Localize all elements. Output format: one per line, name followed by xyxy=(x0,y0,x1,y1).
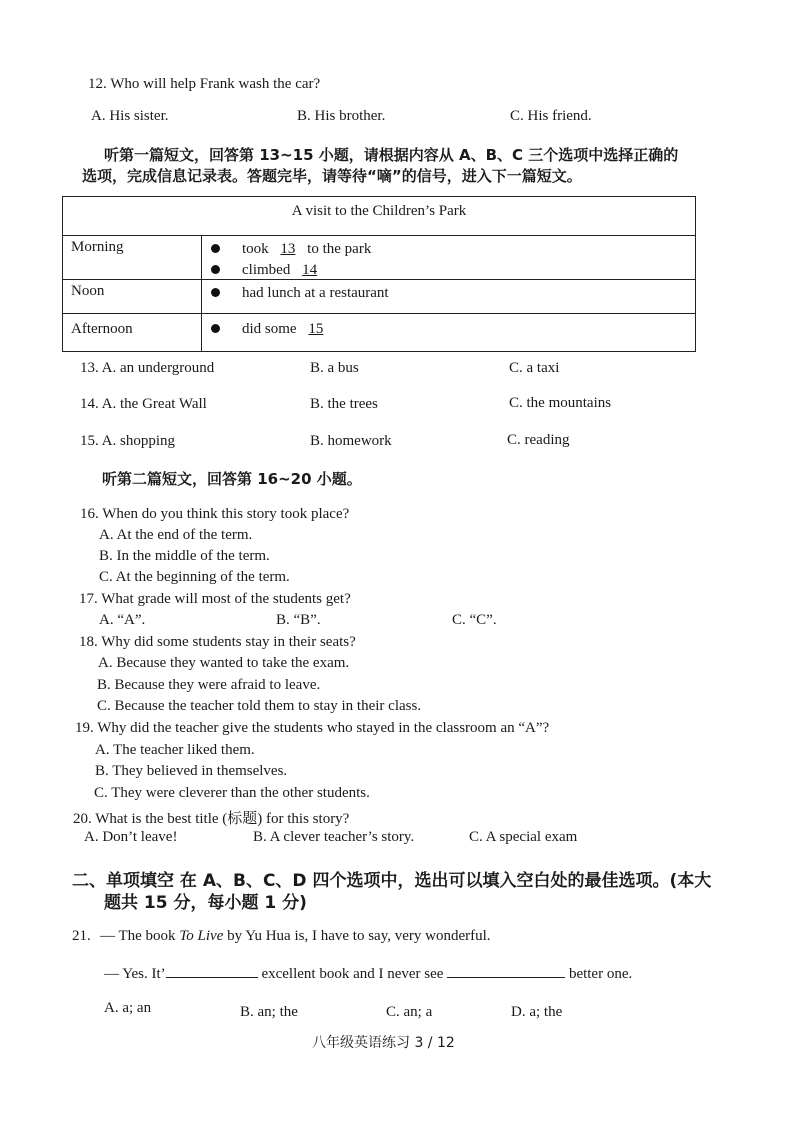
option-19-a: A. The teacher liked them. xyxy=(95,742,255,758)
option-21-b: B. an; the xyxy=(240,1004,298,1020)
option-20-a: A. Don’t leave! xyxy=(84,829,178,845)
option-14-a: 14. A. the Great Wall xyxy=(80,396,207,412)
option-16-c: C. At the beginning of the term. xyxy=(99,569,290,585)
book-title: To Live xyxy=(179,928,224,944)
option-20-c: C. A special exam xyxy=(469,829,578,845)
option-14-c: C. the mountains xyxy=(509,395,612,411)
passage1-instruction-line1: 听第一篇短文，回答第 13~15 小题，请根据内容从 A、B、C 三个选项中选择正确的 xyxy=(104,146,679,164)
option-15-b: B. homework xyxy=(310,433,392,449)
row-afternoon-item-1: did some 15 xyxy=(211,321,331,338)
blank-14: 14 xyxy=(302,262,318,278)
option-13-b: B. a bus xyxy=(310,360,359,376)
row-morning-item-1: took 13 to the park xyxy=(211,241,371,258)
option-15-c: C. reading xyxy=(507,432,570,448)
row-morning-item-2: climbed 14 xyxy=(211,262,325,279)
option-18-c: C. Because the teacher told them to stay in their class. xyxy=(97,698,422,714)
question-16: 16. When do you think this story took place? xyxy=(80,506,350,522)
passage2-instruction: 听第二篇短文，回答第 16~20 小题。 xyxy=(102,470,362,488)
question-19: 19. Why did the teacher give the students who stayed in the classroom an “A”? xyxy=(75,720,550,736)
section2-heading-line1: 二、单项填空 在 A、B、C、D 四个选项中，选出可以填入空白处的最佳选项。(本大 xyxy=(72,871,712,891)
page-footer: 八年级英语练习 3 / 12 xyxy=(312,1035,455,1051)
section2-heading-line2: 题共 15 分，每小题 1 分) xyxy=(104,893,307,913)
question-21: 21. — The book To Live by Yu Hua is, I have to say, very wonderful. xyxy=(72,928,491,944)
blank-15: 15 xyxy=(308,321,324,337)
option-12-b: B. His brother. xyxy=(297,108,386,124)
option-17-b: B. “B”. xyxy=(276,612,321,628)
option-21-d: D. a; the xyxy=(511,1004,563,1020)
passage1-instruction-line2: 选项，完成信息记录表。答题完毕，请等待“嘀”的信号，进入下一篇短文。 xyxy=(82,167,582,185)
option-13-c: C. a taxi xyxy=(509,360,560,376)
option-16-a: A. At the end of the term. xyxy=(99,527,253,543)
row-time-afternoon: Afternoon xyxy=(71,321,133,337)
bullet-icon xyxy=(211,324,220,333)
option-17-c: C. “C”. xyxy=(452,612,497,628)
question-17: 17. What grade will most of the students get? xyxy=(79,591,351,607)
option-12-a: A. His sister. xyxy=(91,108,169,124)
question-21-number: 21. xyxy=(72,928,91,944)
table-title: A visit to the Children’s Park xyxy=(291,203,467,219)
bullet-icon xyxy=(211,288,220,297)
bullet-icon xyxy=(211,244,220,253)
option-12-c: C. His friend. xyxy=(510,108,592,124)
question-18: 18. Why did some students stay in their seats? xyxy=(79,634,356,650)
question-20: 20. What is the best title (标题) for this story? xyxy=(73,811,350,827)
row-time-noon: Noon xyxy=(71,283,105,299)
option-18-b: B. Because they were afraid to leave. xyxy=(97,677,321,693)
option-16-b: B. In the middle of the term. xyxy=(99,548,270,564)
option-20-b: B. A clever teacher’s story. xyxy=(253,829,415,845)
answer-blank-2[interactable] xyxy=(447,977,565,978)
option-21-a: A. a; an xyxy=(104,1000,152,1016)
row-noon-item-1: had lunch at a restaurant xyxy=(211,285,389,302)
question-12: 12. Who will help Frank wash the car? xyxy=(88,76,321,92)
option-18-a: A. Because they wanted to take the exam. xyxy=(98,655,350,671)
option-17-a: A. “A”. xyxy=(99,612,146,628)
option-13-a: 13. A. an underground xyxy=(80,360,215,376)
option-14-b: B. the trees xyxy=(310,396,378,412)
option-19-b: B. They believed in themselves. xyxy=(95,763,288,779)
option-21-c: C. an; a xyxy=(386,1004,433,1020)
row-time-morning: Morning xyxy=(71,239,124,255)
bullet-icon xyxy=(211,265,220,274)
blank-13: 13 xyxy=(280,241,296,257)
question-21-line2: — Yes. It’ excellent book and I never see better one. xyxy=(104,966,633,982)
answer-blank-1[interactable] xyxy=(166,977,258,978)
info-record-table xyxy=(62,196,696,352)
option-15-a: 15. A. shopping xyxy=(80,433,176,449)
option-19-c: C. They were cleverer than the other students. xyxy=(94,785,370,801)
